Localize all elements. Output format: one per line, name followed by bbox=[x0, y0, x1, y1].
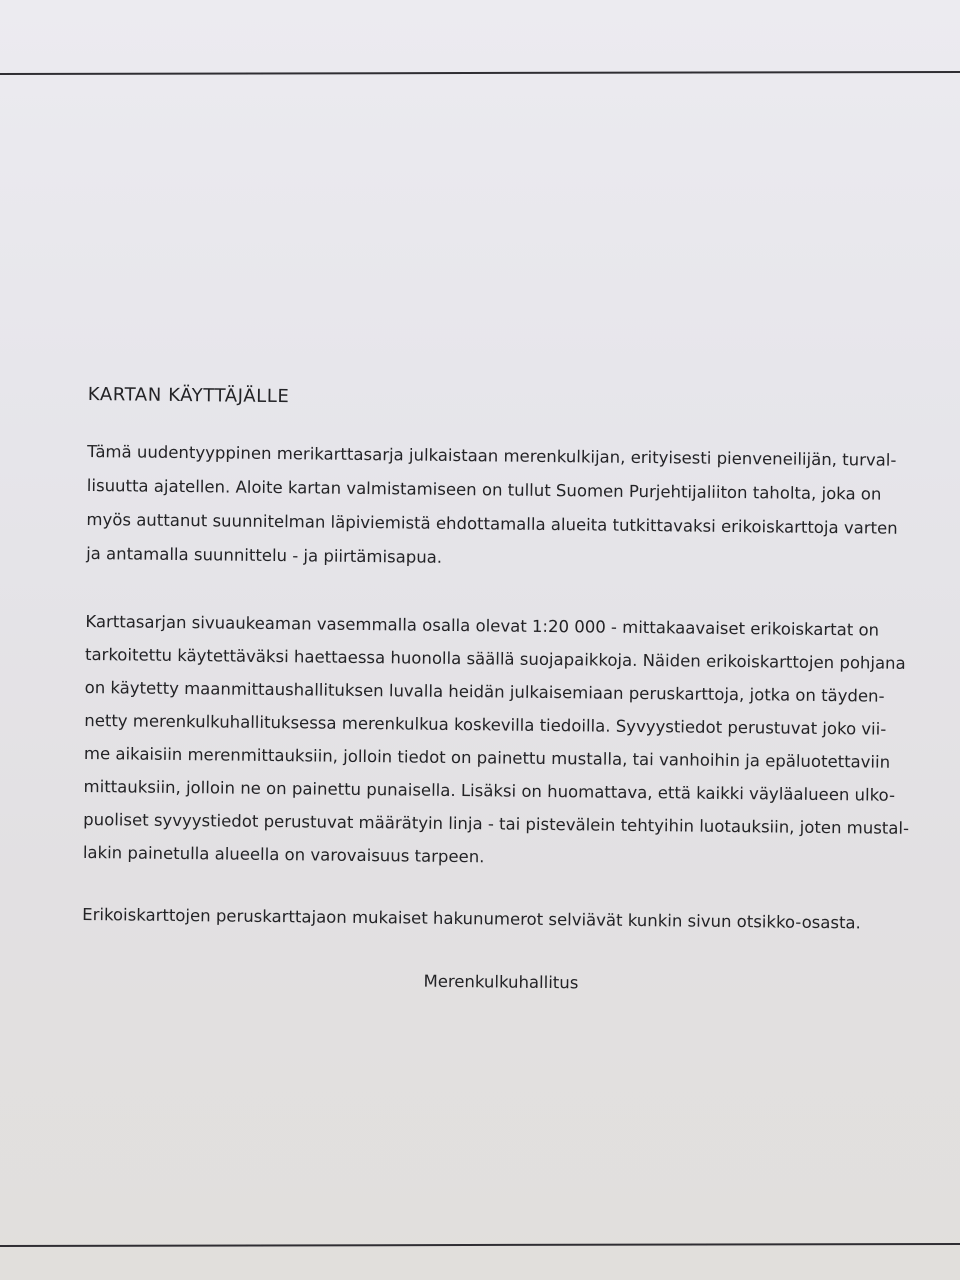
paragraph-line: Erikoiskarttojen peruskarttajaon mukaiset hakunumerot selviävät kunkin sivun otsikko-osasta. bbox=[82, 904, 861, 933]
paragraph-line: mittauksiin, jolloin ne on painettu punaisella. Lisäksi on huomattava, että kaikki väyläalueen ulko- bbox=[83, 776, 896, 805]
paragraph-line: Tämä uudentyyppinen merikarttasarja julkaistaan merenkulkijan, erityisesti pienveneilijän, turval- bbox=[87, 441, 897, 470]
paragraph-line: ja antamalla suunnittelu - ja piirtämisapua. bbox=[86, 543, 443, 567]
bottom-divider-line bbox=[0, 1243, 960, 1247]
paragraph-line: puoliset syvyystiedot perustuvat määrätyin linja - tai pistevälein tehtyihin luotauksiin, joten mustal- bbox=[83, 809, 910, 838]
paragraph-2 bbox=[82, 611, 945, 867]
paragraph-line: myös auttanut suunnitelman läpiviemistä ehdottamalla alueita tutkittavaksi erikoiskarttoja varten bbox=[86, 509, 898, 538]
top-divider-line bbox=[0, 71, 960, 75]
page-title: KARTAN KÄYTTÄJÄLLE bbox=[87, 383, 290, 408]
paragraph-line: Karttasarjan sivuaukeaman vasemmalla osalla olevat 1:20 000 - mittakaavaiset erikoiskartat on bbox=[85, 611, 880, 640]
paragraph-line: lakin painetulla alueella on varovaisuus tarpeen. bbox=[82, 842, 485, 867]
paragraph-3 bbox=[82, 904, 942, 933]
paragraph-line: netty merenkulkuhallituksessa merenkulkua koskevilla tiedoilla. Syvyystiedot perustuvat joko vii- bbox=[84, 710, 887, 739]
paragraph-line: on käytetty maanmittaushallituksen luvalla heidän julkaisemiaan peruskarttoja, jotka on täyden- bbox=[84, 677, 885, 706]
signature: Merenkulkuhallitus bbox=[423, 971, 579, 993]
paragraph-line: lisuutta ajatellen. Aloite kartan valmistamiseen on tullut Suomen Purjehtijaliiton taholta, joka on bbox=[86, 475, 882, 504]
paragraph-line: me aikaisiin merenmittauksiin, jolloin tiedot on painettu mustalla, tai vanhoihin ja epäluotettaviin bbox=[83, 743, 891, 772]
document-body bbox=[82, 380, 948, 993]
paragraph-line: tarkoitettu käytettäväksi haettaessa huonolla säällä suojapaikkoja. Näiden erikoiskarttojen pohjana bbox=[84, 644, 906, 673]
paragraph-1 bbox=[86, 441, 947, 567]
